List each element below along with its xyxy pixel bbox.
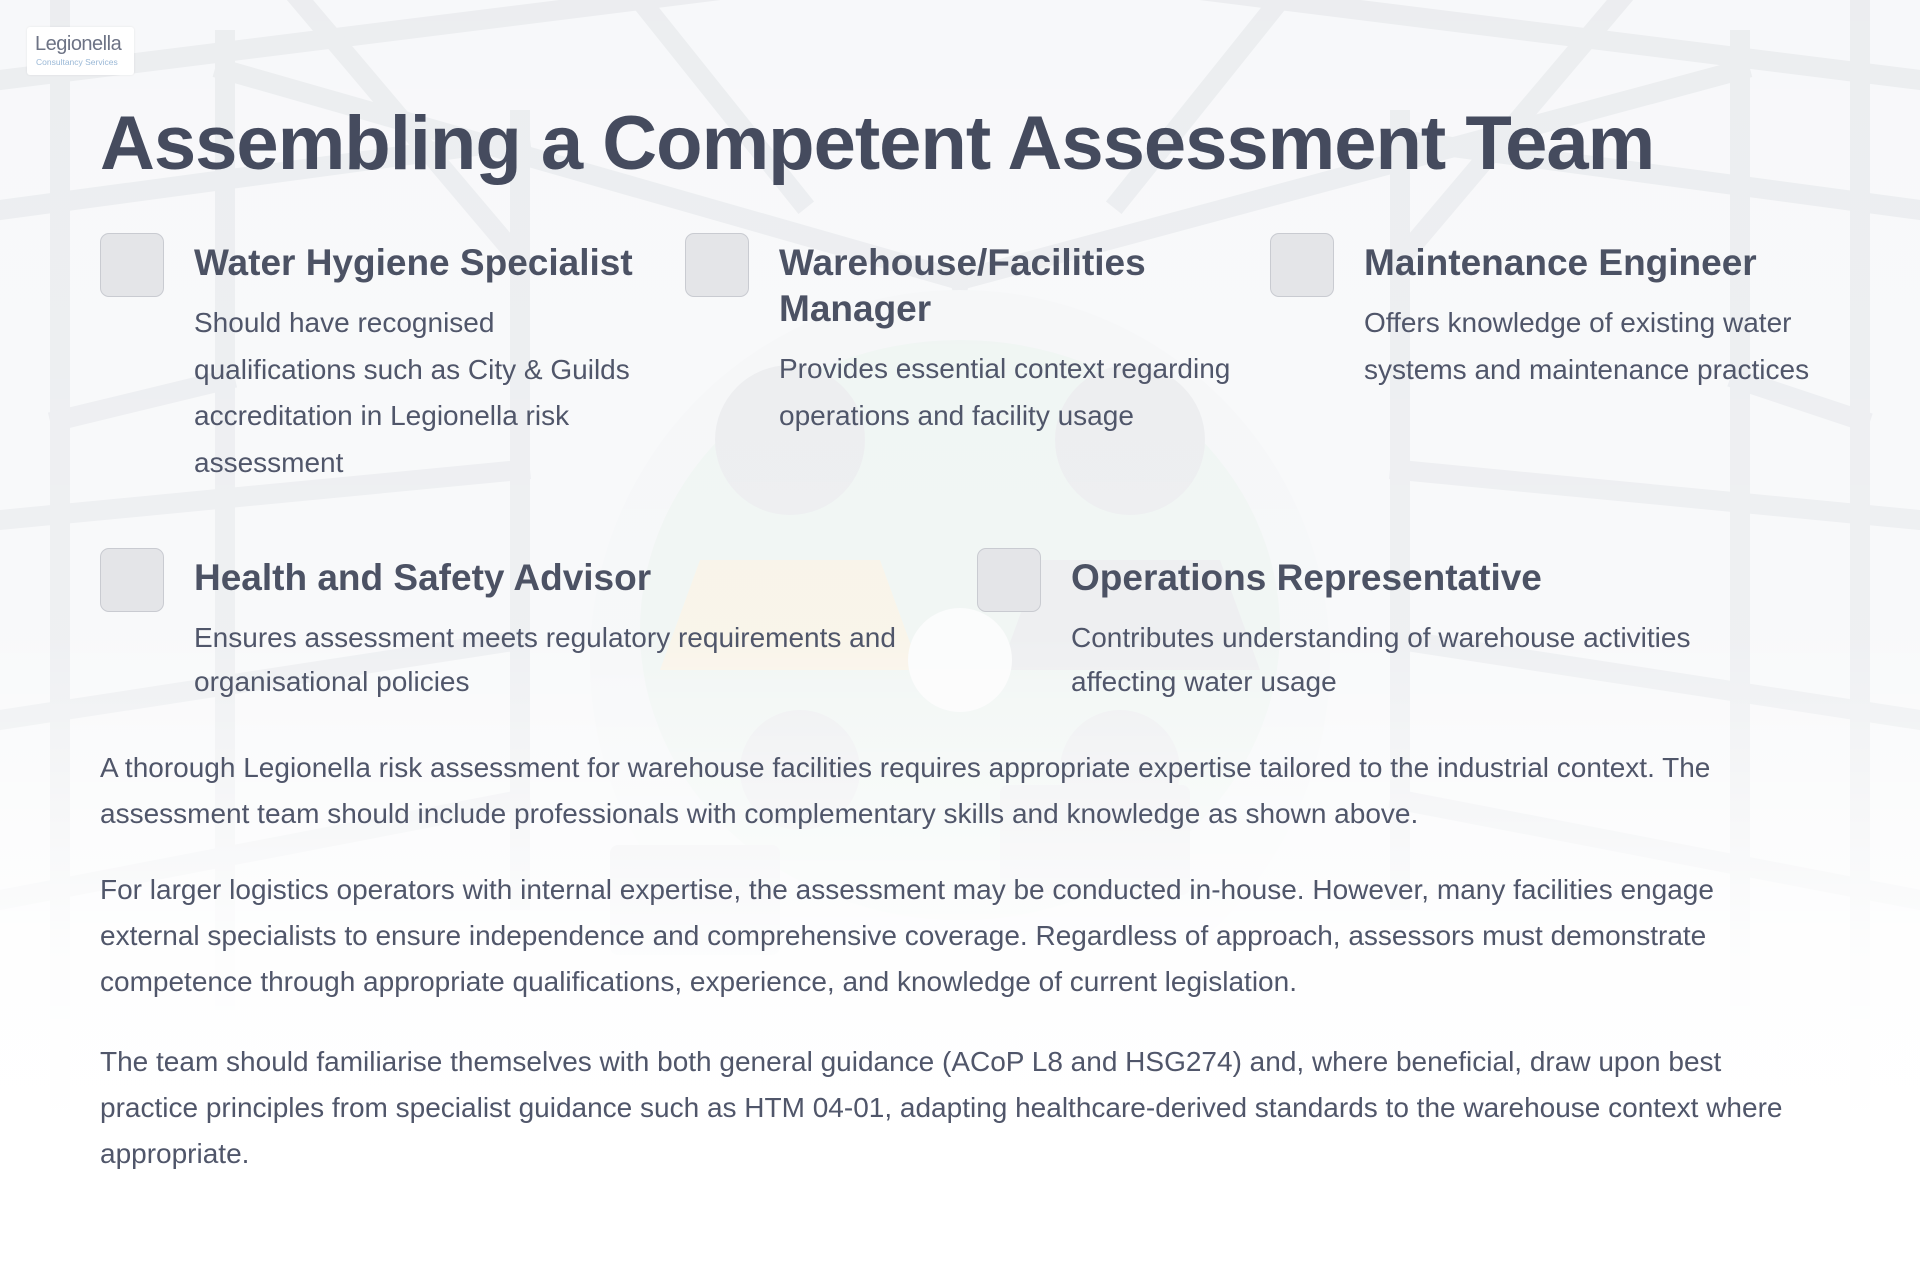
role-card-warehouse-facilities-manager	[685, 233, 1245, 493]
role-icon-box	[685, 233, 749, 297]
role-title: Operations Representative	[1071, 557, 1542, 598]
page-title: Assembling a Competent Assessment Team	[100, 101, 1655, 186]
logo-name: Legionella	[35, 33, 122, 55]
role-card-health-and-safety-advisor	[100, 548, 960, 708]
role-description: Ensures assessment meets regulatory requirements and organisational policies	[194, 622, 896, 697]
role-icon-box	[100, 548, 164, 612]
role-title: Water Hygiene Specialist	[194, 242, 633, 283]
role-title: Health and Safety Advisor	[194, 557, 652, 598]
body-paragraph-2: For larger logistics operators with internal expertise, the assessment may be conducted in-house. However, many facilities engage external specialists to ensure independence and comprehensive coverage. Regardless of approach, assessors must demonstrate competence through appropriate qualifications, experience, and knowledge of current legislation.	[100, 874, 1714, 997]
role-icon-box	[1270, 233, 1334, 297]
role-description: Offers knowledge of existing water systems and maintenance practices	[1364, 307, 1810, 385]
role-title: Warehouse/Facilities Manager	[779, 242, 1146, 329]
role-title: Maintenance Engineer	[1364, 242, 1757, 283]
role-description: Contributes understanding of warehouse activities affecting water usage	[1071, 622, 1691, 697]
body-paragraph-3: The team should familiarise themselves with both general guidance (ACoP L8 and HSG274) and, where beneficial, draw upon best practice principles from specialist guidance such as HTM 04-01, adapting healthcare-derived standards to the warehouse context where appropriate.	[100, 1046, 1783, 1169]
role-card-maintenance-engineer	[1270, 233, 1830, 493]
logo-subtitle: Consultancy Services	[36, 57, 118, 67]
role-card-operations-representative	[977, 548, 1837, 708]
role-icon-box	[100, 233, 164, 297]
role-icon-box	[977, 548, 1041, 612]
role-description: Provides essential context regarding operations and facility usage	[779, 353, 1231, 431]
company-logo	[27, 27, 134, 75]
role-card-water-hygiene-specialist	[100, 233, 660, 493]
body-paragraph-1: A thorough Legionella risk assessment for warehouse facilities requires appropriate expertise tailored to the industrial context. The assessment team should include professionals with complementary skills and knowledge as shown above.	[100, 752, 1711, 829]
role-description: Should have recognised qualifications such as City & Guilds accreditation in Legionella risk assessment	[194, 307, 630, 478]
